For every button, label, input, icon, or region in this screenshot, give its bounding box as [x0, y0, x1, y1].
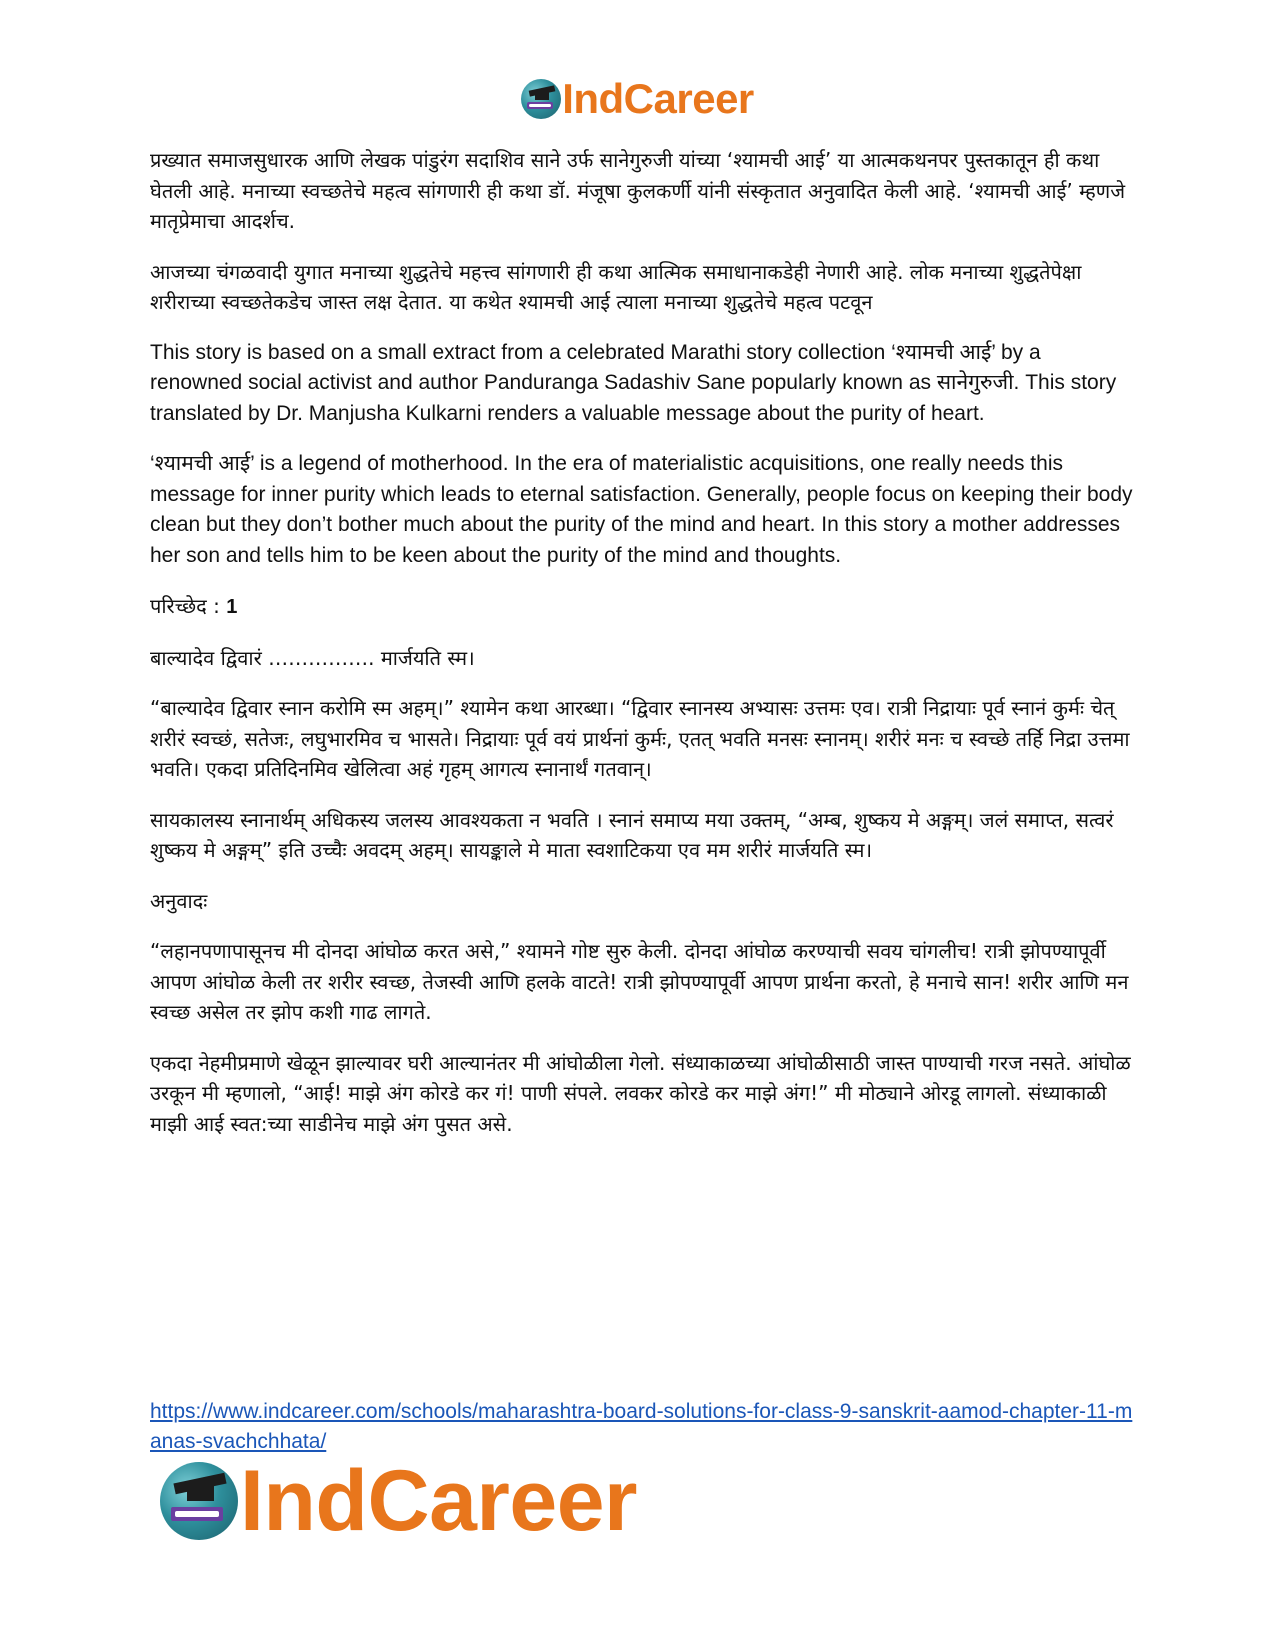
- graduation-cap-globe-icon: [521, 79, 561, 119]
- article-body: [150, 145, 1135, 1159]
- brand-logo[interactable]: [521, 75, 754, 122]
- sanskrit-paragraph-2: सायकालस्य स्नानार्थम् अधिकस्य जलस्य आवश्यकता न भवति । स्नानं समाप्य मया उक्तम्, “अम्ब, शुष्कय मे अङ्गम्। जलं समाप्त, सत्वरं शुष्कय मे अङ्गम्” इति उच्चैः अवदम् अहम्। सायङ्काले मे माता स्वशाटिकया एव मम शरीरं मार्जयति स्म।: [150, 807, 1114, 862]
- intro-paragraph-marathi-2: आजच्या चंगळवादी युगात मनाच्या शुद्धतेचे महत्त्व सांगणारी ही कथा आत्मिक समाधानाकडेही नेणारी आहे. लोक मनाच्या शुद्धतेपेक्षा शरीराच्या स्वच्छतेकडेच जास्त लक्ष देतात. या कथेत श्यामची आई त्याला मनाच्या शुद्धतेचे महत्व पटवून: [150, 259, 1082, 314]
- translation-paragraph-1: “लहानपणापासूनच मी दोनदा आंघोळ करत असे,” श्यामने गोष्ट सुरु केली. दोनदा आंघोळ करण्याची सवय चांगलीच! रात्री झोपण्यापूर्वी आपण आंघोळ केली तर शरीर स्वच्छ, तेजस्वी आणि हलके वाटते! रात्री झोपण्यापूर्वी आपण प्रार्थना करतो, हे मनाचे सान! शरीर आणि मन स्वच्छ असेल तर झोप कशी गाढ लागते.: [150, 939, 1129, 1024]
- footer-logo[interactable]: [160, 1453, 637, 1549]
- source-link[interactable]: https://www.indcareer.com/schools/maharashtra-board-solutions-for-class-9-sanskrit-aamod-chapter-11-manas-svachchhata/: [150, 1400, 1133, 1453]
- footer-logo-wordmark: IndCareer: [240, 1453, 637, 1549]
- translation-paragraph-2: एकदा नेहमीप्रमाणे खेळून झाल्यावर घरी आल्यानंतर मी आंघोळीला गेलो. संध्याकाळच्या आंघोळीसाठी जास्त पाण्याची गरज नसते. आंघोळ उरकून मी म्हणालो, “आई! माझे अंग कोरडे कर गं! पाणी संपले. लवकर कोरडे कर माझे अंग!” मी मोठ्याने ओरडू लागलो. संध्याकाळी माझी आई स्वत:च्या साडीनेच माझे अंग पुसत असे.: [150, 1050, 1131, 1136]
- translation-heading: अनुवादः: [150, 888, 208, 913]
- section-heading: [150, 591, 1135, 623]
- footer-brand-logo[interactable]: [160, 1453, 637, 1549]
- intro-paragraph-english-2: ‘श्यामची आई’ is a legend of motherhood. In the era of materialistic acquisitions, one really needs this message for inner purity which leads to eternal satisfaction. Generally, people focus on keeping their body clean but they don’t bother much about the purity of the mind and heart. In this story a mother addresses her son and tells him to be keen about the purity of the mind and thoughts.: [150, 452, 1133, 567]
- logo-wordmark: IndCareer: [562, 75, 754, 122]
- intro-paragraph-marathi-1: प्रख्यात समाजसुधारक आणि लेखक पांडुरंग सदाशिव साने उर्फ सानेगुरुजी यांच्या ‘श्यामची आई’ या आत्मकथनपर पुस्तकातून ही कथा घेतली आहे. मनाच्या स्वच्छतेचे महत्व सांगणारी ही कथा डॉ. मंजूषा कुलकर्णी यांनी संस्कृतात अनुवादित केली आहे. ‘श्यामची आई’ म्हणजे मातृप्रेमाचा आदर्शच.: [150, 148, 1126, 233]
- section-number: 1: [226, 596, 238, 618]
- intro-paragraph-english-1: This story is based on a small extract from a celebrated Marathi story collection ‘श्यामची आई’ by a renowned social activist and author Panduranga Sadashiv Sane popularly known as सानेगुरुजी. This story translated by Dr. Manjusha Kulkarni renders a valuable message about the purity of heart.: [150, 340, 1117, 425]
- graduation-cap-globe-icon: [160, 1462, 238, 1540]
- section-label: परिच्छेद :: [150, 594, 227, 618]
- header-logo[interactable]: [0, 75, 1275, 122]
- sanskrit-paragraph-1: “बाल्यादेव द्विवार स्नान करोमि स्म अहम्।” श्यामेन कथा आरब्धा। “द्विवार स्नानस्य अभ्यासः उत्तमः एव। रात्री निद्रायाः पूर्व स्नानं कुर्मः चेत् शरीरं स्वच्छं, सतेजः, लघुभारमिव च भासते। निद्रायाः पूर्व वयं प्रार्थनां कुर्मः, एतत् भवति मनसः स्नानम्। शरीरं मनः च स्वच्छे तर्हि निद्रा उत्तमा भवति। एकदा प्रतिदिनमिव खेलित्वा अहं गृहम् आगत्य स्नानार्थं गतवान्।: [150, 696, 1130, 781]
- sanskrit-range-line: बाल्यादेव द्विवारं ……………. मार्जयति स्म।: [150, 645, 475, 670]
